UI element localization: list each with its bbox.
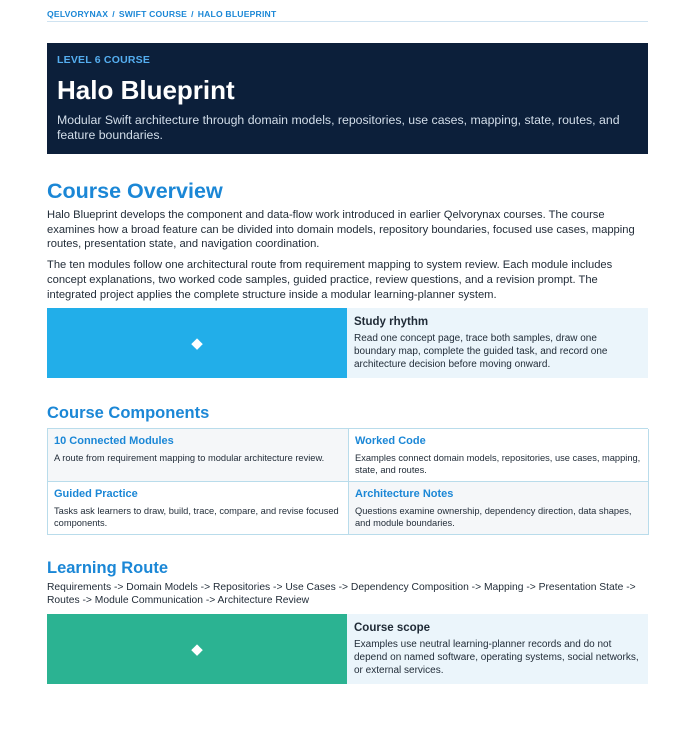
overview-section [47,178,648,378]
overview-paragraph: The ten modules follow one architectural route from requirement mapping to system review. Each module includes concept explanations, two worked code samples, guided practice, review questions, and a revision prompt. The integrated project applies the complete structure inside a modular learning-planner system. [47,259,613,301]
component-body: Tasks ask learners to draw, build, trace, compare, and revise focused components. [54,506,339,529]
callout-body: Read one concept page, trace both samples, draw one boundary map, complete the guided task, and record one architecture decision before moving onward. [354,333,608,370]
component-body: A route from requirement mapping to modular architecture review. [54,453,325,464]
components-grid [47,428,648,535]
overview-heading: Course Overview [47,179,223,203]
callout-text [347,614,648,684]
component-title: 10 Connected Modules [54,435,174,448]
diamond-icon: ◆ [191,641,203,659]
component-body: Examples connect domain models, repositories, use cases, mapping, state, and routes. [355,453,641,476]
course-scope-callout [47,614,648,684]
components-section [47,403,648,535]
breadcrumb-item-current: HALO BLUEPRINT [197,9,277,19]
component-card [349,429,649,482]
route-heading: Learning Route [47,559,169,578]
component-card [48,482,349,535]
course-description: Modular Swift architecture through domain models, repositories, use cases, mapping, state, routes, and feature boundaries. [57,113,620,142]
page-title: Halo Blueprint [57,75,235,105]
callout-swatch [47,614,347,684]
component-title: Architecture Notes [355,488,454,501]
component-card [48,429,349,482]
hero-banner [47,43,648,154]
breadcrumb-separator: / [191,9,194,19]
callout-title: Course scope [354,622,431,635]
breadcrumb [47,0,648,22]
callout-title: Study rhythm [354,316,429,329]
callout-body: Examples use neutral learning-planner records and do not depend on named software, operating systems, social networks, or external services. [354,639,639,676]
route-text: Requirements -> Domain Models -> Repositories -> Use Cases -> Dependency Composition -> Mapping -> Presentation State -> Routes -> Module Communication -> Architecture Review [47,582,636,607]
callout-text [347,308,648,378]
overview-paragraph: Halo Blueprint develops the component and data-flow work introduced in earlier Qelvorynax courses. The course examines how a broad feature can be divided into domain models, repository boundaries, focused use cases, mapping routes, presentation state, and navigation coordination. [47,209,635,251]
breadcrumb-separator: / [112,9,115,19]
component-title: Worked Code [355,435,426,448]
components-heading: Course Components [47,404,210,423]
component-body: Questions examine ownership, dependency direction, data shapes, and module boundaries. [355,506,632,529]
component-title: Guided Practice [54,488,138,501]
component-card [349,482,649,535]
breadcrumb-item[interactable]: QELVORYNAX [47,9,109,19]
route-section [47,558,648,684]
breadcrumb-item[interactable]: SWIFT COURSE [118,9,188,19]
diamond-icon: ◆ [191,335,203,353]
study-rhythm-callout [47,308,648,378]
callout-swatch [47,308,347,378]
course-level: LEVEL 6 COURSE [57,54,151,66]
